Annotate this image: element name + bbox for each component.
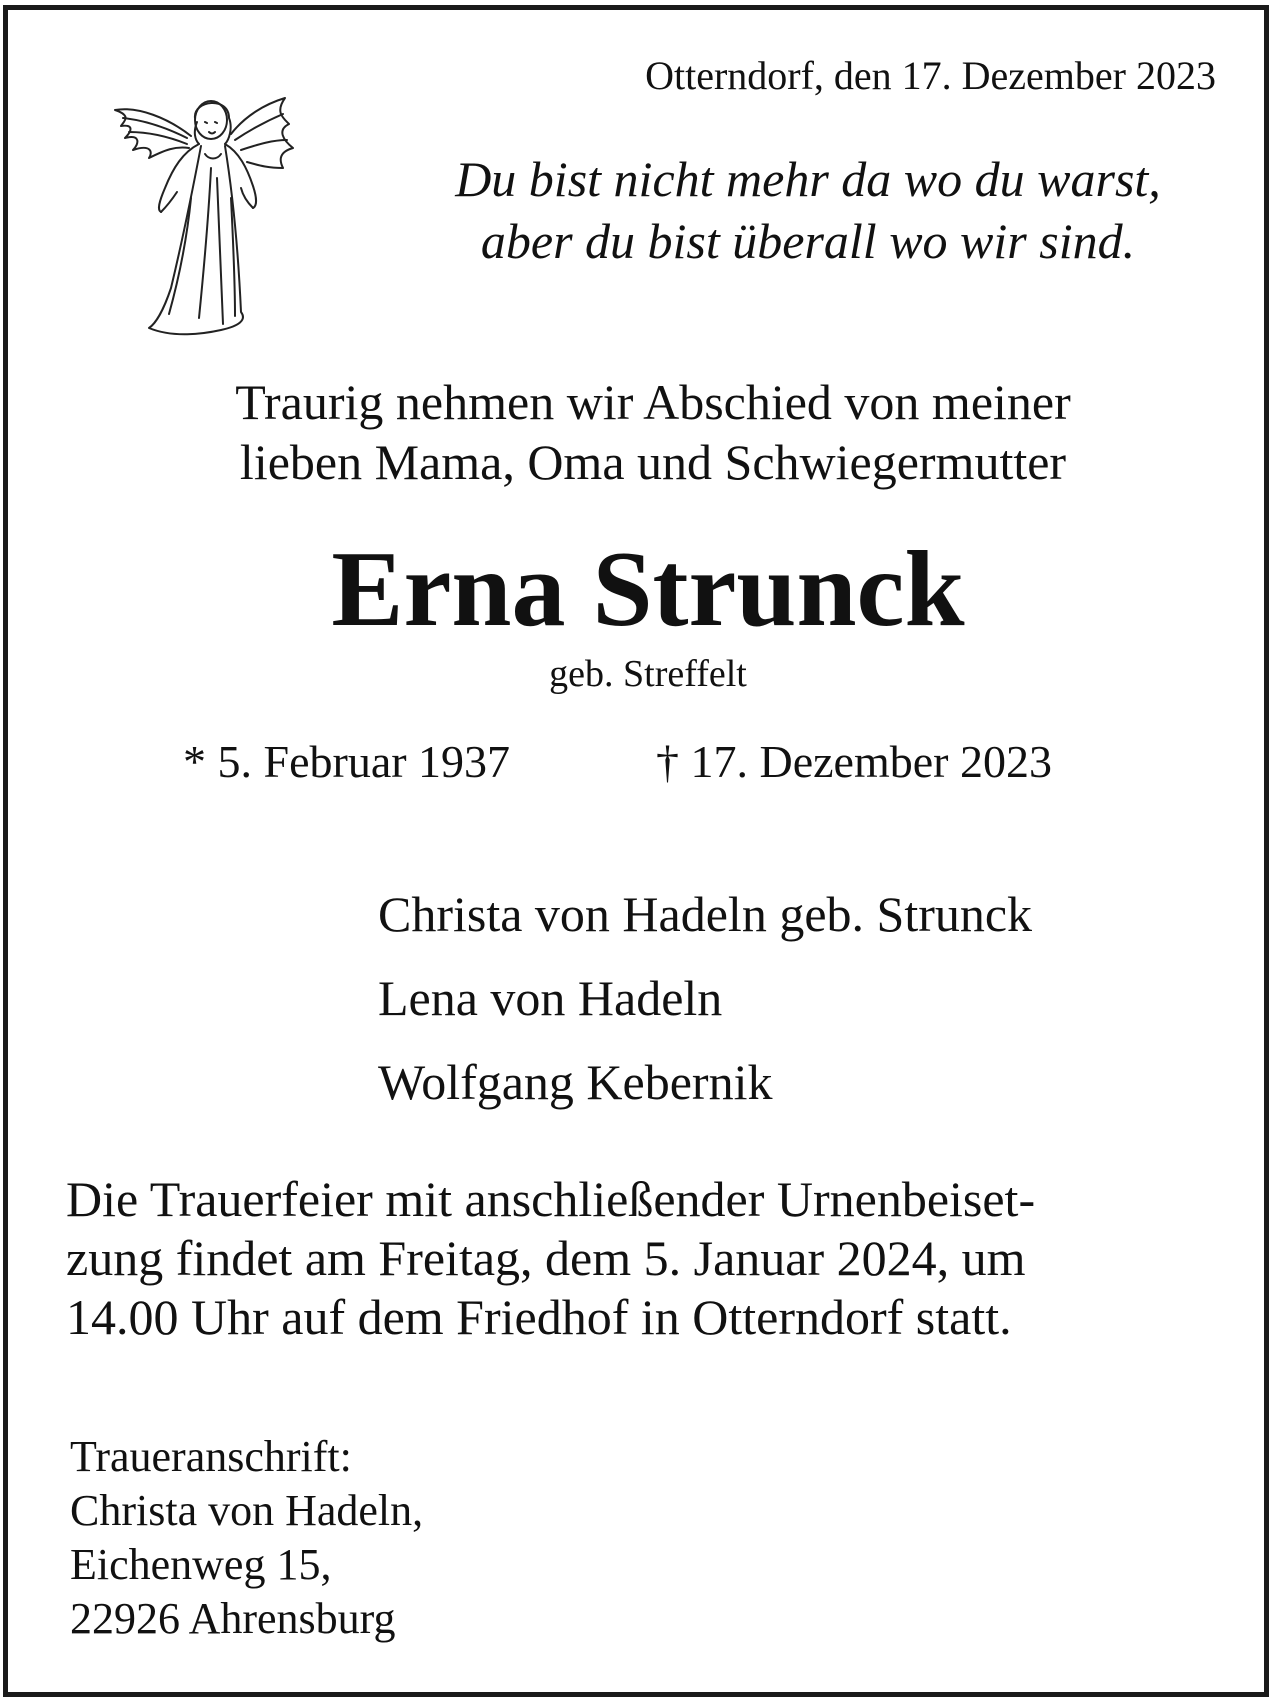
mourning-address [70,1430,423,1646]
address-line: Eichenweg 15, [70,1540,332,1589]
intro-line: lieben Mama, Oma und Schwiegermutter [239,434,1067,490]
intro-text [88,372,1218,492]
mourner-name: Christa von Hadeln geb. Strunck [378,886,1033,942]
deceased-name: Erna Strunck [331,530,965,649]
obituary-frame [3,5,1269,1697]
birth-date: * 5. Februar 1937 [183,736,511,787]
motto-line: aber du bist überall wo wir sind. [480,213,1136,269]
service-line: Die Trauerfeier mit anschließender Urnenbeiset- [66,1171,1036,1227]
address-line: 22926 Ahrensburg [70,1594,396,1643]
motto-quote [378,148,1238,272]
intro-line: Traurig nehmen wir Abschied von meiner [235,374,1071,430]
mourner-name: Lena von Hadeln [378,970,723,1026]
service-line: zung findet am Freitag, dem 5. Januar 2024, um [66,1230,1026,1286]
service-line: 14.00 Uhr auf dem Friedhof in Otterndorf statt. [66,1289,1012,1345]
address-line: Christa von Hadeln, [70,1486,424,1535]
motto-line: Du bist nicht mehr da wo du warst, [455,151,1161,207]
maiden-name: geb. Streffelt [549,653,747,695]
funeral-service-info [66,1170,1035,1347]
mourners-list [378,872,1032,1124]
place-date: Otterndorf, den 17. Dezember 2023 [645,53,1216,98]
angel-icon [113,88,303,340]
address-label: Traueranschrift: [70,1432,352,1481]
mourner-name: Wolfgang Kebernik [378,1054,773,1110]
death-date: † 17. Dezember 2023 [656,736,1052,787]
